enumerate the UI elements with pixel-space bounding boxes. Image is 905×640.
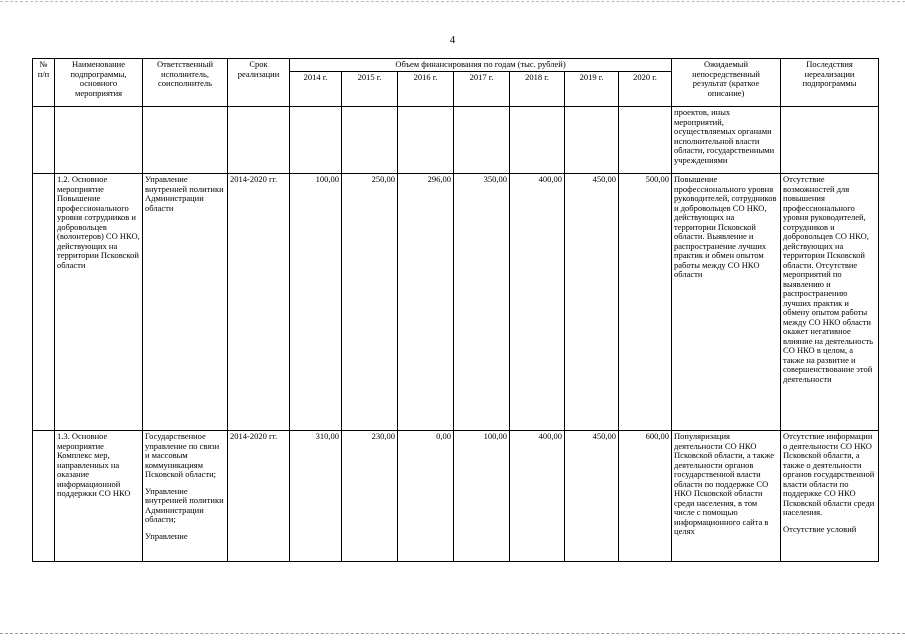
row-value: 0,00 xyxy=(398,431,454,562)
row-value xyxy=(342,107,398,174)
header-year: 2018 г. xyxy=(510,72,565,107)
header-year: 2016 г. xyxy=(398,72,454,107)
row-result: проектов, иных мероприятий, осуществляемых органами исполнительной власти области, государственными учреждениями xyxy=(672,107,781,174)
row-num xyxy=(33,431,55,562)
row-term xyxy=(228,107,290,174)
row-value: 450,00 xyxy=(565,174,619,431)
header-year: 2014 г. xyxy=(290,72,342,107)
table-header-row xyxy=(33,59,879,72)
row-value: 350,00 xyxy=(454,174,510,431)
header-term: Срок реализации xyxy=(228,59,290,107)
header-name: Наименование подпрограммы, основного мероприятия xyxy=(55,59,143,107)
row-value xyxy=(398,107,454,174)
row-value xyxy=(619,107,672,174)
header-funding-group: Объем финансирования по годам (тыс. рублей) xyxy=(290,59,672,72)
row-value: 296,00 xyxy=(398,174,454,431)
row-value: 250,00 xyxy=(342,174,398,431)
row-value: 400,00 xyxy=(510,431,565,562)
row-result: Повышение профессионального уровня руководителей, сотрудников и добровольцев СО НКО, действующих на территории Псковской области. Выявление и распространение лучших практик и обмен опытом работы между СО НКО области xyxy=(672,174,781,431)
row-consequences: Отсутствие возможностей для повышения профессионального уровня руководителей, сотрудников и добровольцев СО НКО, действующих на территории Псковской области. Отсутствие мероприятий по выявлению и распространению лучших практик и обмену опытом работы между СО НКО области окажет негативное влияние на деятельность СО НКО в целом, а также на развитие и совершенствование этой деятельности xyxy=(781,174,879,431)
table-row xyxy=(33,107,879,174)
scan-edge-bottom xyxy=(0,633,905,634)
row-value xyxy=(290,107,342,174)
row-executor: Управление внутренней политики Администрации области xyxy=(143,174,228,431)
header-year: 2015 г. xyxy=(342,72,398,107)
row-executor xyxy=(143,107,228,174)
consequences-part: Отсутствие условий xyxy=(783,523,857,534)
row-name: 1.2. Основное мероприятие Повышение профессионального уровня сотрудников и добровольцев (волонтеров) СО НКО, действующих на территории Псковской области xyxy=(55,174,143,431)
row-num xyxy=(33,174,55,431)
consequences-part: Отсутствие информации о деятельности СО НКО Псковской области, а также о деятельности органов государственной власти области по поддержке СО НКО Псковской области среди населения. xyxy=(783,431,875,518)
table-row xyxy=(33,174,879,431)
executor-part: Управление внутренней политики Администрации области; xyxy=(145,485,224,525)
row-value: 500,00 xyxy=(619,174,672,431)
header-year: 2020 г. xyxy=(619,72,672,107)
row-value: 310,00 xyxy=(290,431,342,562)
row-term: 2014-2020 гг. xyxy=(228,431,290,562)
row-executor xyxy=(143,431,228,562)
row-result: Популяризация деятельности СО НКО Псковской области, а также деятельности органов государственной власти области по поддержке СО НКО Псковской области среди населения, в том числе с помощью информационного сайта в целях xyxy=(672,431,781,562)
row-value: 100,00 xyxy=(290,174,342,431)
row-consequences xyxy=(781,431,879,562)
row-value: 230,00 xyxy=(342,431,398,562)
header-year: 2019 г. xyxy=(565,72,619,107)
header-year: 2017 г. xyxy=(454,72,510,107)
executor-part: Государственное управление по связи и массовым коммуникациям Псковской области; xyxy=(145,431,220,480)
row-term: 2014-2020 гг. xyxy=(228,174,290,431)
header-consequences: Последствия нереализации подпрограммы xyxy=(781,59,879,107)
row-num xyxy=(33,107,55,174)
executor-part: Управление xyxy=(145,530,188,541)
page-number: 4 xyxy=(449,34,456,46)
header-executor: Ответственный исполнитель, соисполнитель xyxy=(143,59,228,107)
row-name: 1.3. Основное мероприятие Комплекс мер, направленных на оказание информационной поддержки СО НКО xyxy=(55,431,143,562)
row-value xyxy=(454,107,510,174)
row-value: 100,00 xyxy=(454,431,510,562)
header-num: № п/п xyxy=(33,59,55,107)
row-value xyxy=(565,107,619,174)
scan-edge-top xyxy=(0,1,905,2)
row-value: 400,00 xyxy=(510,174,565,431)
header-result: Ожидаемый непосредственный результат (краткое описание) xyxy=(672,59,781,107)
funding-table xyxy=(32,58,879,562)
row-value: 600,00 xyxy=(619,431,672,562)
row-name xyxy=(55,107,143,174)
row-consequences xyxy=(781,107,879,174)
row-value: 450,00 xyxy=(565,431,619,562)
table-row xyxy=(33,431,879,562)
row-value xyxy=(510,107,565,174)
